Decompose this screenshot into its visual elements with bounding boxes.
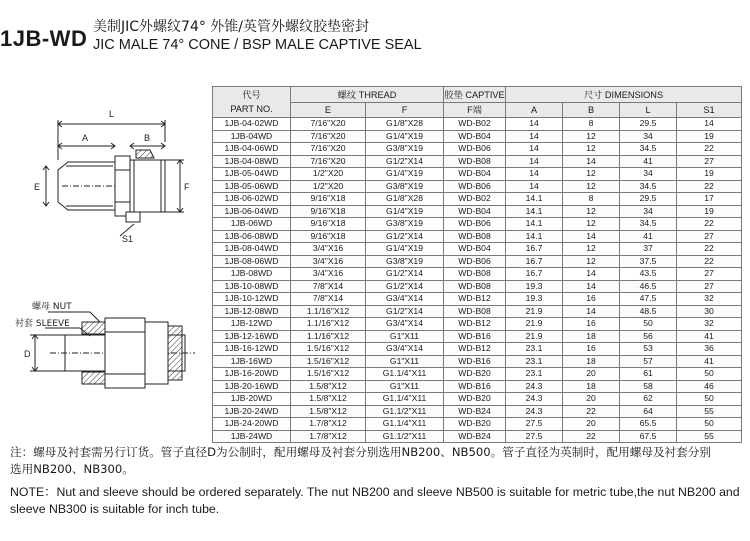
note-english xyxy=(10,484,740,518)
table-row xyxy=(213,293,742,306)
dim-l-cell: 53 xyxy=(620,343,677,356)
table-row xyxy=(213,405,742,418)
dim-a-cell: 14 xyxy=(506,118,563,131)
col-F-end-header: F端 xyxy=(444,103,506,118)
table-row xyxy=(213,430,742,443)
dim-b-cell: 14 xyxy=(563,280,620,293)
title-chinese: 美制JIC外螺纹74° 外锥/英管外螺纹胶垫密封 xyxy=(93,19,370,35)
dim-L-label: L xyxy=(109,109,115,119)
fitting-diagram xyxy=(10,100,210,400)
dim-a-cell: 14 xyxy=(506,130,563,143)
table-row xyxy=(213,155,742,168)
dim-A-label: A xyxy=(82,133,89,143)
dim-a-cell: 14 xyxy=(506,155,563,168)
dim-l-cell: 48.5 xyxy=(620,305,677,318)
dim-b-cell: 12 xyxy=(563,205,620,218)
part-no-cell: 1JB-20-16WD xyxy=(213,380,291,393)
thread-e-cell: 1/2"X20 xyxy=(291,180,366,193)
table-row xyxy=(213,318,742,331)
part-no-cell: 1JB-04-02WD xyxy=(213,118,291,131)
dim-l-cell: 34.5 xyxy=(620,143,677,156)
part-no-cell: 1JB-08-04WD xyxy=(213,243,291,256)
table-row xyxy=(213,368,742,381)
thread-e-cell: 1.5/16"X12 xyxy=(291,355,366,368)
note-chinese xyxy=(10,444,711,478)
dim-b-cell: 22 xyxy=(563,430,620,443)
col-L-header: L xyxy=(620,103,677,118)
dim-b-cell: 14 xyxy=(563,230,620,243)
part-no-cell: 1JB-06-04WD xyxy=(213,205,291,218)
dim-D-label: D xyxy=(24,349,31,359)
captive-cell: WD-B08 xyxy=(444,230,506,243)
dim-b-cell: 14 xyxy=(563,305,620,318)
dim-a-cell: 23.1 xyxy=(506,343,563,356)
dim-s1-cell: 19 xyxy=(677,130,742,143)
thread-f-cell: G3/8"X19 xyxy=(366,180,444,193)
table-row xyxy=(213,218,742,231)
thread-e-cell: 3/4"X16 xyxy=(291,268,366,281)
dim-a-cell: 21.9 xyxy=(506,330,563,343)
dim-b-cell: 12 xyxy=(563,143,620,156)
dim-l-cell: 34 xyxy=(620,205,677,218)
thread-f-cell: G1.1/4"X11 xyxy=(366,418,444,431)
thread-e-cell: 1.7/8"X12 xyxy=(291,418,366,431)
dim-l-cell: 29.5 xyxy=(620,118,677,131)
dim-l-cell: 41 xyxy=(620,155,677,168)
table-row xyxy=(213,168,742,181)
dim-l-cell: 46.5 xyxy=(620,280,677,293)
dim-s1-cell: 32 xyxy=(677,293,742,306)
dim-a-cell: 19.3 xyxy=(506,293,563,306)
part-no-cell: 1JB-08WD xyxy=(213,268,291,281)
captive-cell: WD-B06 xyxy=(444,218,506,231)
dim-l-cell: 47.5 xyxy=(620,293,677,306)
dimensions-table xyxy=(212,86,742,443)
dim-B-label: B xyxy=(144,133,151,143)
captive-cell: WD-B24 xyxy=(444,430,506,443)
dim-b-cell: 20 xyxy=(563,393,620,406)
table-row xyxy=(213,393,742,406)
captive-cell: WD-B06 xyxy=(444,143,506,156)
dim-a-cell: 14 xyxy=(506,168,563,181)
dim-l-cell: 61 xyxy=(620,368,677,381)
thread-f-cell: G1/4"X19 xyxy=(366,243,444,256)
dim-b-cell: 20 xyxy=(563,368,620,381)
table-row xyxy=(213,205,742,218)
part-no-header-en: PART NO. xyxy=(230,104,273,114)
part-no-header xyxy=(213,87,291,118)
note-en-line-2: sleeve NB300 is suitable for inch tube. xyxy=(10,502,220,516)
dim-s1-cell: 30 xyxy=(677,305,742,318)
captive-cell: WD-B20 xyxy=(444,418,506,431)
dim-s1-cell: 36 xyxy=(677,343,742,356)
captive-cell: WD-B16 xyxy=(444,380,506,393)
dim-l-cell: 34.5 xyxy=(620,218,677,231)
dim-s1-cell: 55 xyxy=(677,405,742,418)
table-row xyxy=(213,180,742,193)
dim-a-cell: 24.3 xyxy=(506,393,563,406)
thread-f-cell: G3/4"X14 xyxy=(366,318,444,331)
dim-a-cell: 27.5 xyxy=(506,430,563,443)
part-no-cell: 1JB-06-02WD xyxy=(213,193,291,206)
thread-e-cell: 9/16"X18 xyxy=(291,230,366,243)
dim-a-cell: 21.9 xyxy=(506,318,563,331)
sleeve-label: 衬套 SLEEVE xyxy=(15,319,70,329)
thread-f-cell: G1/2"X14 xyxy=(366,155,444,168)
dim-F-label: F xyxy=(184,182,190,192)
dim-l-cell: 62 xyxy=(620,393,677,406)
thread-e-cell: 1.5/16"X12 xyxy=(291,368,366,381)
dim-l-cell: 57 xyxy=(620,355,677,368)
captive-cell: WD-B24 xyxy=(444,405,506,418)
table-row xyxy=(213,280,742,293)
table-row xyxy=(213,305,742,318)
table-row xyxy=(213,130,742,143)
thread-e-cell: 1.1/16"X12 xyxy=(291,305,366,318)
thread-f-cell: G1.1/4"X11 xyxy=(366,368,444,381)
table-header-row xyxy=(213,87,742,103)
dim-b-cell: 22 xyxy=(563,405,620,418)
captive-cell: WD-B04 xyxy=(444,168,506,181)
dim-l-cell: 64 xyxy=(620,405,677,418)
dim-s1-cell: 17 xyxy=(677,193,742,206)
part-no-cell: 1JB-04WD xyxy=(213,130,291,143)
part-no-cell: 1JB-12-08WD xyxy=(213,305,291,318)
dim-l-cell: 65.5 xyxy=(620,418,677,431)
table-body xyxy=(213,118,742,443)
dim-l-cell: 56 xyxy=(620,330,677,343)
thread-e-cell: 7/8"X14 xyxy=(291,293,366,306)
dim-b-cell: 8 xyxy=(563,118,620,131)
dim-s1-cell: 55 xyxy=(677,430,742,443)
dim-a-cell: 23.1 xyxy=(506,368,563,381)
col-A-header: A xyxy=(506,103,563,118)
captive-cell: WD-B08 xyxy=(444,305,506,318)
dim-b-cell: 18 xyxy=(563,380,620,393)
part-code-title: 1JB-WD xyxy=(0,26,88,51)
thread-e-cell: 1/2"X20 xyxy=(291,168,366,181)
table-row xyxy=(213,330,742,343)
dim-s1-cell: 27 xyxy=(677,230,742,243)
thread-e-cell: 3/4"X16 xyxy=(291,255,366,268)
thread-f-cell: G3/8"X19 xyxy=(366,255,444,268)
thread-f-cell: G1/4"X19 xyxy=(366,205,444,218)
dim-s1-cell: 27 xyxy=(677,268,742,281)
dim-b-cell: 14 xyxy=(563,268,620,281)
dim-S1-label: S1 xyxy=(122,234,134,244)
table-row xyxy=(213,418,742,431)
part-no-cell: 1JB-20-24WD xyxy=(213,405,291,418)
thread-f-cell: G1/2"X14 xyxy=(366,268,444,281)
dim-a-cell: 14 xyxy=(506,143,563,156)
thread-f-cell: G1/8"X28 xyxy=(366,193,444,206)
thread-e-cell: 1.5/8"X12 xyxy=(291,405,366,418)
captive-cell: WD-B06 xyxy=(444,180,506,193)
captive-cell: WD-B12 xyxy=(444,343,506,356)
dim-s1-cell: 46 xyxy=(677,380,742,393)
dim-s1-cell: 19 xyxy=(677,205,742,218)
dim-s1-cell: 22 xyxy=(677,218,742,231)
dimensions-header: 尺寸 DIMENSIONS xyxy=(506,87,742,103)
dim-a-cell: 16.7 xyxy=(506,268,563,281)
dim-s1-cell: 41 xyxy=(677,330,742,343)
dim-s1-cell: 22 xyxy=(677,143,742,156)
table-row xyxy=(213,343,742,356)
note-cn-line-1: 注：螺母及衬套需另行订货。管子直径D为公制时，配用螺母及衬套分别选用NB200、NB500。管子直径为英制时，配用螺母及衬套分别 xyxy=(10,445,711,459)
dim-b-cell: 18 xyxy=(563,355,620,368)
adapter-drawing xyxy=(43,120,184,236)
thread-f-cell: G1.1/2"X11 xyxy=(366,430,444,443)
part-no-cell: 1JB-05-06WD xyxy=(213,180,291,193)
captive-cell: WD-B02 xyxy=(444,193,506,206)
table-row xyxy=(213,380,742,393)
dim-s1-cell: 22 xyxy=(677,255,742,268)
part-no-cell: 1JB-12WD xyxy=(213,318,291,331)
thread-e-cell: 1.5/16"X12 xyxy=(291,343,366,356)
table-row xyxy=(213,255,742,268)
captive-cell: WD-B04 xyxy=(444,130,506,143)
captive-cell: WD-B16 xyxy=(444,355,506,368)
table-row xyxy=(213,143,742,156)
thread-f-cell: G1/8"X28 xyxy=(366,118,444,131)
captive-cell: WD-B04 xyxy=(444,205,506,218)
part-no-cell: 1JB-10-08WD xyxy=(213,280,291,293)
thread-f-cell: G1/2"X14 xyxy=(366,230,444,243)
part-no-cell: 1JB-24WD xyxy=(213,430,291,443)
thread-f-cell: G1"X11 xyxy=(366,330,444,343)
dim-l-cell: 43.5 xyxy=(620,268,677,281)
part-no-cell: 1JB-08-06WD xyxy=(213,255,291,268)
thread-f-cell: G1"X11 xyxy=(366,380,444,393)
thread-e-cell: 1.7/8"X12 xyxy=(291,430,366,443)
dim-l-cell: 37.5 xyxy=(620,255,677,268)
thread-f-cell: G1.1/2"X11 xyxy=(366,405,444,418)
dim-s1-cell: 19 xyxy=(677,168,742,181)
dim-l-cell: 50 xyxy=(620,318,677,331)
dim-a-cell: 14.1 xyxy=(506,193,563,206)
captive-cell: WD-B16 xyxy=(444,330,506,343)
captive-cell: WD-B12 xyxy=(444,293,506,306)
table-row xyxy=(213,118,742,131)
part-no-header-cn: 代号 xyxy=(242,90,261,100)
dim-a-cell: 14.1 xyxy=(506,205,563,218)
thread-e-cell: 7/16"X20 xyxy=(291,130,366,143)
dim-a-cell: 24.3 xyxy=(506,405,563,418)
part-no-cell: 1JB-20WD xyxy=(213,393,291,406)
captive-cell: WD-B20 xyxy=(444,393,506,406)
part-no-cell: 1JB-24-20WD xyxy=(213,418,291,431)
thread-e-cell: 7/16"X20 xyxy=(291,118,366,131)
thread-e-cell: 1.1/16"X12 xyxy=(291,330,366,343)
dim-l-cell: 58 xyxy=(620,380,677,393)
dim-b-cell: 16 xyxy=(563,318,620,331)
dim-b-cell: 14 xyxy=(563,155,620,168)
dim-b-cell: 16 xyxy=(563,293,620,306)
dim-b-cell: 16 xyxy=(563,343,620,356)
captive-cell: WD-B02 xyxy=(444,118,506,131)
dim-l-cell: 34 xyxy=(620,168,677,181)
thread-f-cell: G1"X11 xyxy=(366,355,444,368)
dim-s1-cell: 50 xyxy=(677,418,742,431)
part-no-cell: 1JB-16-12WD xyxy=(213,343,291,356)
dim-l-cell: 29.5 xyxy=(620,193,677,206)
dim-a-cell: 14.1 xyxy=(506,230,563,243)
col-S1-header: S1 xyxy=(677,103,742,118)
dim-s1-cell: 22 xyxy=(677,180,742,193)
dim-a-cell: 19.3 xyxy=(506,280,563,293)
col-B-header: B xyxy=(563,103,620,118)
thread-f-cell: G3/8"X19 xyxy=(366,218,444,231)
dim-a-cell: 16.7 xyxy=(506,255,563,268)
thread-e-cell: 7/16"X20 xyxy=(291,143,366,156)
col-E-header: E xyxy=(291,103,366,118)
thread-e-cell: 1.5/8"X12 xyxy=(291,393,366,406)
table-row xyxy=(213,230,742,243)
part-no-cell: 1JB-06-08WD xyxy=(213,230,291,243)
captive-cell: WD-B08 xyxy=(444,280,506,293)
captive-cell: WD-B20 xyxy=(444,368,506,381)
dim-b-cell: 12 xyxy=(563,218,620,231)
dim-a-cell: 23.1 xyxy=(506,355,563,368)
dim-s1-cell: 32 xyxy=(677,318,742,331)
dim-b-cell: 12 xyxy=(563,168,620,181)
dim-b-cell: 12 xyxy=(563,130,620,143)
part-no-cell: 1JB-16-20WD xyxy=(213,368,291,381)
thread-f-cell: G3/4"X14 xyxy=(366,343,444,356)
part-no-cell: 1JB-12-16WD xyxy=(213,330,291,343)
dim-s1-cell: 27 xyxy=(677,280,742,293)
dim-s1-cell: 50 xyxy=(677,393,742,406)
captive-cell: WD-B12 xyxy=(444,318,506,331)
dim-b-cell: 8 xyxy=(563,193,620,206)
dim-b-cell: 12 xyxy=(563,255,620,268)
thread-e-cell: 7/16"X20 xyxy=(291,155,366,168)
col-F-header: F xyxy=(366,103,444,118)
thread-f-cell: G1.1/4"X11 xyxy=(366,393,444,406)
note-en-line-1: NOTE：Nut and sleeve should be ordered separately. The nut NB200 and sleeve NB500 is suitable for metric tube,the nut NB200 and xyxy=(10,485,740,499)
thread-f-cell: G3/8"X19 xyxy=(366,143,444,156)
dim-l-cell: 34 xyxy=(620,130,677,143)
part-no-cell: 1JB-10-12WD xyxy=(213,293,291,306)
dim-a-cell: 14 xyxy=(506,180,563,193)
thread-f-cell: G1/4"X19 xyxy=(366,168,444,181)
part-no-cell: 1JB-05-04WD xyxy=(213,168,291,181)
thread-e-cell: 9/16"X18 xyxy=(291,193,366,206)
dim-E-label: E xyxy=(34,182,41,192)
table-row xyxy=(213,193,742,206)
dim-b-cell: 20 xyxy=(563,418,620,431)
dim-s1-cell: 22 xyxy=(677,243,742,256)
thread-e-cell: 1.5/8"X12 xyxy=(291,380,366,393)
title-english: JIC MALE 74° CONE / BSP MALE CAPTIVE SEAL xyxy=(93,37,422,53)
captive-cell: WD-B06 xyxy=(444,255,506,268)
dim-b-cell: 12 xyxy=(563,180,620,193)
captive-header: 胶垫 CAPTIVE xyxy=(444,87,506,103)
thread-e-cell: 1.1/16"X12 xyxy=(291,318,366,331)
dim-s1-cell: 50 xyxy=(677,368,742,381)
table-row xyxy=(213,355,742,368)
table-row xyxy=(213,243,742,256)
dim-s1-cell: 14 xyxy=(677,118,742,131)
dim-s1-cell: 27 xyxy=(677,155,742,168)
dim-b-cell: 18 xyxy=(563,330,620,343)
dim-l-cell: 37 xyxy=(620,243,677,256)
dim-l-cell: 67.5 xyxy=(620,430,677,443)
thread-header: 螺纹 THREAD xyxy=(291,87,444,103)
thread-f-cell: G3/4"X14 xyxy=(366,293,444,306)
dim-s1-cell: 41 xyxy=(677,355,742,368)
thread-e-cell: 3/4"X16 xyxy=(291,243,366,256)
part-no-cell: 1JB-04-08WD xyxy=(213,155,291,168)
thread-e-cell: 9/16"X18 xyxy=(291,218,366,231)
part-no-cell: 1JB-06WD xyxy=(213,218,291,231)
dim-a-cell: 14.1 xyxy=(506,218,563,231)
nut-label: 螺母 NUT xyxy=(32,302,72,312)
note-cn-line-2: 选用NB200、NB300。 xyxy=(10,462,134,476)
table-row xyxy=(213,268,742,281)
dim-l-cell: 34.5 xyxy=(620,180,677,193)
thread-f-cell: G1/2"X14 xyxy=(366,305,444,318)
dim-a-cell: 24.3 xyxy=(506,380,563,393)
thread-e-cell: 7/8"X14 xyxy=(291,280,366,293)
thread-f-cell: G1/2"X14 xyxy=(366,280,444,293)
table-subheader-row xyxy=(213,103,742,118)
part-no-cell: 1JB-16WD xyxy=(213,355,291,368)
captive-cell: WD-B08 xyxy=(444,155,506,168)
dim-a-cell: 16.7 xyxy=(506,243,563,256)
dim-b-cell: 12 xyxy=(563,243,620,256)
thread-f-cell: G1/4"X19 xyxy=(366,130,444,143)
part-no-cell: 1JB-04-06WD xyxy=(213,143,291,156)
dim-a-cell: 27.5 xyxy=(506,418,563,431)
captive-cell: WD-B08 xyxy=(444,268,506,281)
dim-a-cell: 21.9 xyxy=(506,305,563,318)
dim-l-cell: 41 xyxy=(620,230,677,243)
thread-e-cell: 9/16"X18 xyxy=(291,205,366,218)
captive-cell: WD-B04 xyxy=(444,243,506,256)
